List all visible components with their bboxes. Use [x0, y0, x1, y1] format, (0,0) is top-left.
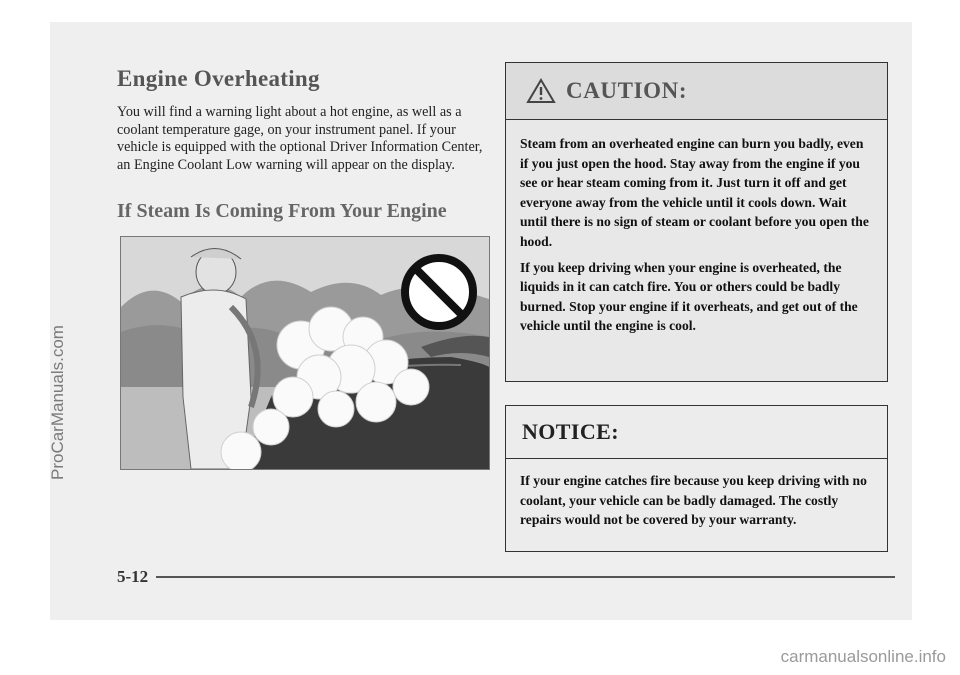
notice-body: If your engine catches fire because you keep driving with no coolant, your vehicle can be badly damaged. The costly repairs would not be covered by your warranty.: [520, 473, 867, 528]
illustration-drawing: [121, 237, 489, 469]
bottom-watermark: carmanualsonline.info: [780, 647, 946, 666]
intro-paragraph: You will find a warning light about a hot engine, as well as a coolant temperature gage, on your instrument panel. If your vehicle is equipped with the optional Driver Information Center, an Engine Coolant Low warning will appear on the display.: [117, 104, 483, 173]
steam-illustration: [120, 236, 490, 470]
notice-box: [505, 405, 888, 552]
caution-title: CAUTION:: [566, 78, 688, 103]
footer-rule: [156, 576, 895, 578]
section-heading: Engine Overheating: [117, 66, 320, 91]
caution-header: [506, 63, 887, 120]
notice-header: [506, 406, 887, 459]
page-number: 5-12: [117, 567, 149, 586]
caution-box: [505, 62, 888, 382]
prohibition-icon: [405, 258, 473, 326]
warning-triangle-icon: [526, 78, 556, 104]
notice-title: NOTICE:: [522, 419, 619, 444]
caution-paragraph: If you keep driving when your engine is overheated, the liquids in it can catch fire. You or others could be badly burned. Stop your engine if it overheats, and get out of the vehicle until the engine is cool.: [520, 259, 858, 334]
sub-heading: If Steam Is Coming From Your Engine: [117, 200, 447, 222]
page-footer: [117, 566, 895, 588]
side-watermark: ProCarManuals.com: [48, 325, 67, 480]
caution-body: [506, 120, 887, 336]
caution-paragraph: Steam from an overheated engine can burn you badly, even if you just open the hood. Stay away from the engine if you see or hear steam coming from it. Just turn it off and get everyone away from the vehicle until it cools down. Wait until there is no sign of steam or coolant before you open the hood.: [520, 136, 869, 249]
